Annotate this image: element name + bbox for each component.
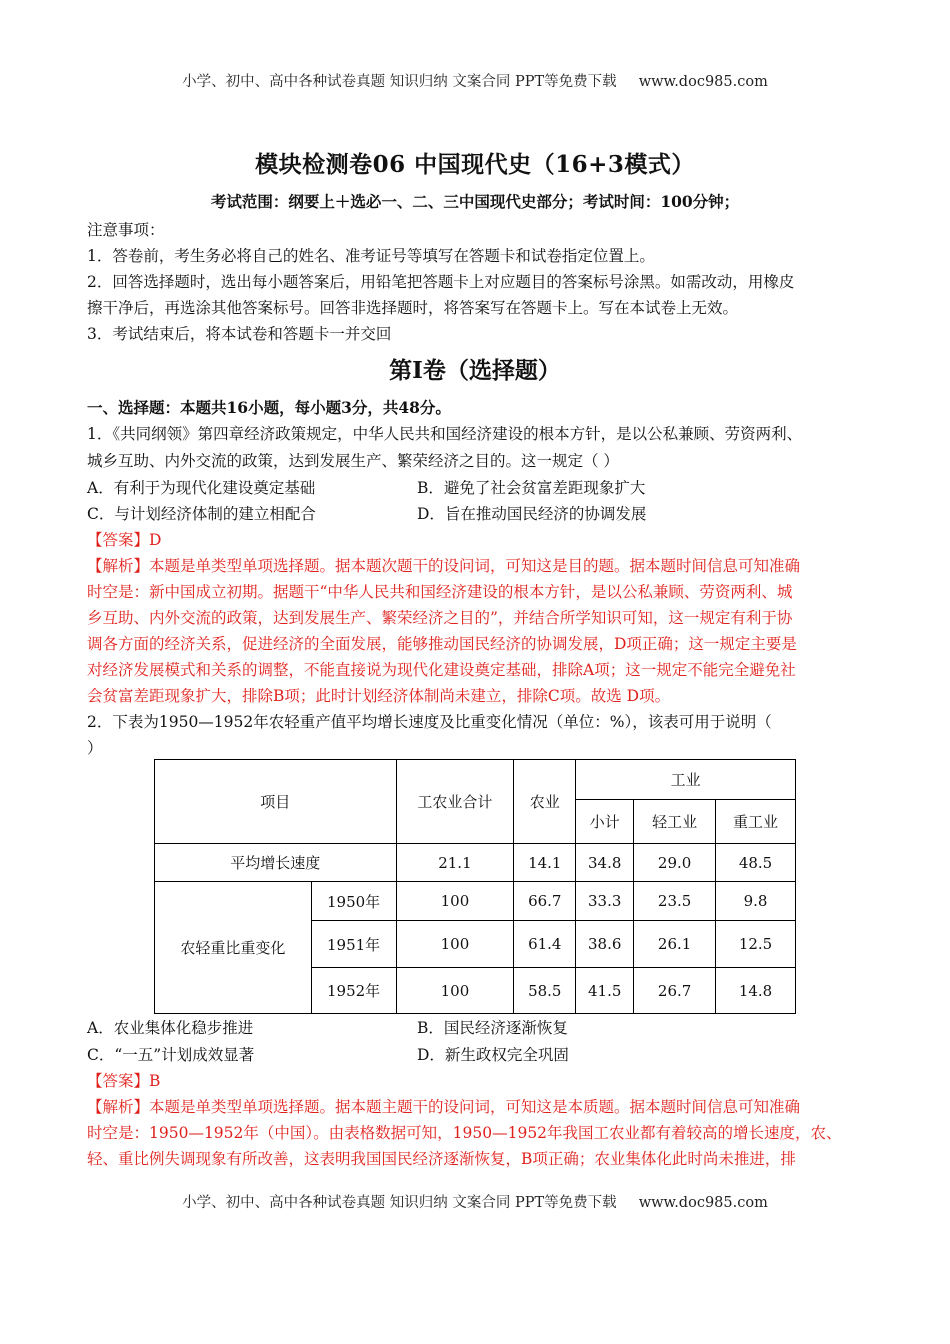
table-cell: 61.4 — [514, 921, 576, 968]
table-cell: 66.7 — [514, 882, 576, 921]
note-item: 2．回答选择题时，选出每小题答案后，用铅笔把答题卡上对应题目的答案标号涂黑。如需改动，用橡皮 — [87, 273, 795, 291]
q1-stem-line: 城乡互助、内外交流的政策，达到发展生产、繁荣经济之目的。这一规定（ ） — [87, 452, 619, 470]
table-cell: 41.5 — [576, 968, 634, 1014]
table-row — [155, 844, 796, 882]
q1-analysis-line: 会贫富差距现象扩大，排除B项；此时计划经济体制尚未建立，排除C项。故选 D项。 — [87, 687, 671, 705]
table-header-item: 项目 — [155, 760, 397, 844]
q2-answer: 【答案】B — [87, 1072, 161, 1090]
footer-url[interactable]: www.doc985.com — [638, 1195, 768, 1211]
footer-text: 小学、初中、高中各种试卷真题 知识归纳 文案合同 PPT等免费下载 — [182, 1195, 617, 1211]
table-header-heavy: 重工业 — [716, 800, 796, 844]
q1-analysis-line: 时空是：新中国成立初期。据题干“中华人民共和国经济建设的根本方针，是以公私兼顾、劳资两利、城 — [87, 583, 793, 601]
q2-stem-line: ） — [87, 739, 103, 757]
table-cell: 58.5 — [514, 968, 576, 1014]
table-cell: 9.8 — [716, 882, 796, 921]
table-cell: 1950年 — [311, 882, 396, 921]
q1-analysis-line: 调各方面的经济关系，促进经济的全面发展，能够推动国民经济的协调发展，D项正确；这一规定主要是 — [87, 635, 797, 653]
q2-stem-line: 2．下表为1950—1952年农轻重产值平均增长速度及比重变化情况（单位：%），该表可用于说明（ — [87, 713, 772, 731]
table-cell: 23.5 — [634, 882, 716, 921]
q1-option-b: B．避免了社会贫富差距现象扩大 — [417, 479, 646, 497]
exam-subtitle: 考试范围：纲要上＋选必一、二、三中国现代史部分；考试时间：100分钟； — [210, 192, 740, 211]
page-footer — [0, 1191, 950, 1212]
table-cell: 14.8 — [716, 968, 796, 1014]
q2-option-b: B．国民经济逐渐恢复 — [417, 1019, 568, 1037]
table-header-total: 工农业合计 — [396, 760, 514, 844]
table-cell: 26.1 — [634, 921, 716, 968]
table-cell: 平均增长速度 — [155, 844, 397, 882]
table-header-light: 轻工业 — [634, 800, 716, 844]
part-heading: 一、选择题：本题共16小题，每小题3分，共48分。 — [87, 398, 451, 417]
notes-heading: 注意事项： — [87, 221, 165, 239]
table-cell: 14.1 — [514, 844, 576, 882]
q2-analysis-line: 【解析】本题是单类型单项选择题。据本题主题干的设问词，可知这是本质题。据本题时间信息可知准确 — [87, 1098, 801, 1116]
table-cell: 1952年 — [311, 968, 396, 1014]
q2-option-c: C．“一五”计划成效显著 — [87, 1046, 255, 1064]
q2-analysis-line: 时空是：1950—1952年（中国）。由表格数据可知，1950—1952年我国工农业都有着较高的增长速度，农、 — [87, 1124, 842, 1142]
table-cell: 38.6 — [576, 921, 634, 968]
q1-option-a: A．有利于为现代化建设奠定基础 — [87, 479, 316, 497]
table-cell: 29.0 — [634, 844, 716, 882]
q1-option-d: D．旨在推动国民经济的协调发展 — [417, 505, 647, 523]
header-text: 小学、初中、高中各种试卷真题 知识归纳 文案合同 PPT等免费下载 — [182, 74, 617, 90]
table-header-agri: 农业 — [514, 760, 576, 844]
table-cell: 12.5 — [716, 921, 796, 968]
table-cell: 1951年 — [311, 921, 396, 968]
q1-analysis-line: 乡互助、内外交流的政策，达到发展生产、繁荣经济之目的”，并结合所学知识可知，这一规定有利于协 — [87, 609, 793, 627]
table-cell: 21.1 — [396, 844, 514, 882]
table-row — [155, 882, 796, 921]
note-item: 3．考试结束后，将本试卷和答题卡一并交回 — [87, 325, 392, 343]
table-cell: 农轻重比重变化 — [155, 882, 312, 1014]
table-cell: 33.3 — [576, 882, 634, 921]
table-cell: 100 — [396, 968, 514, 1014]
q1-option-c: C．与计划经济体制的建立相配合 — [87, 505, 316, 523]
note-item: 擦干净后，再选涂其他答案标号。回答非选择题时，将答案写在答题卡上。写在本试卷上无效。 — [87, 299, 739, 317]
table-cell: 100 — [396, 882, 514, 921]
table-cell: 100 — [396, 921, 514, 968]
q1-analysis-line: 对经济发展模式和关系的调整，不能直接说为现代化建设奠定基础，排除A项；这一规定不能完全避免社 — [87, 661, 796, 679]
q1-answer: 【答案】D — [87, 531, 162, 549]
section-title: 第I卷（选择题） — [389, 357, 561, 384]
exam-title: 模块检测卷06 中国现代史（16+3模式） — [255, 151, 695, 178]
table-header-industry: 工业 — [576, 760, 796, 800]
header-url[interactable]: www.doc985.com — [638, 74, 768, 90]
q1-analysis-line: 【解析】本题是单类型单项选择题。据本题次题干的设问词，可知这是目的题。据本题时间信息可知准确 — [87, 557, 801, 575]
q2-option-d: D．新生政权完全巩固 — [417, 1046, 569, 1064]
q2-option-a: A．农业集体化稳步推进 — [87, 1019, 254, 1037]
data-table — [154, 759, 796, 1014]
q1-stem-line: 1．《共同纲领》第四章经济政策规定，中华人民共和国经济建设的根本方针，是以公私兼顾、劳资两利、 — [87, 425, 803, 443]
table-cell: 48.5 — [716, 844, 796, 882]
table-cell: 26.7 — [634, 968, 716, 1014]
q2-analysis-line: 轻、重比例失调现象有所改善，这表明我国国民经济逐渐恢复，B项正确；农业集体化此时尚未推进，排 — [87, 1150, 796, 1168]
table-cell: 34.8 — [576, 844, 634, 882]
page-header — [0, 70, 950, 91]
note-item: 1．答卷前，考生务必将自己的姓名、准考证号等填写在答题卡和试卷指定位置上。 — [87, 247, 655, 265]
table-header-subtotal: 小计 — [576, 800, 634, 844]
